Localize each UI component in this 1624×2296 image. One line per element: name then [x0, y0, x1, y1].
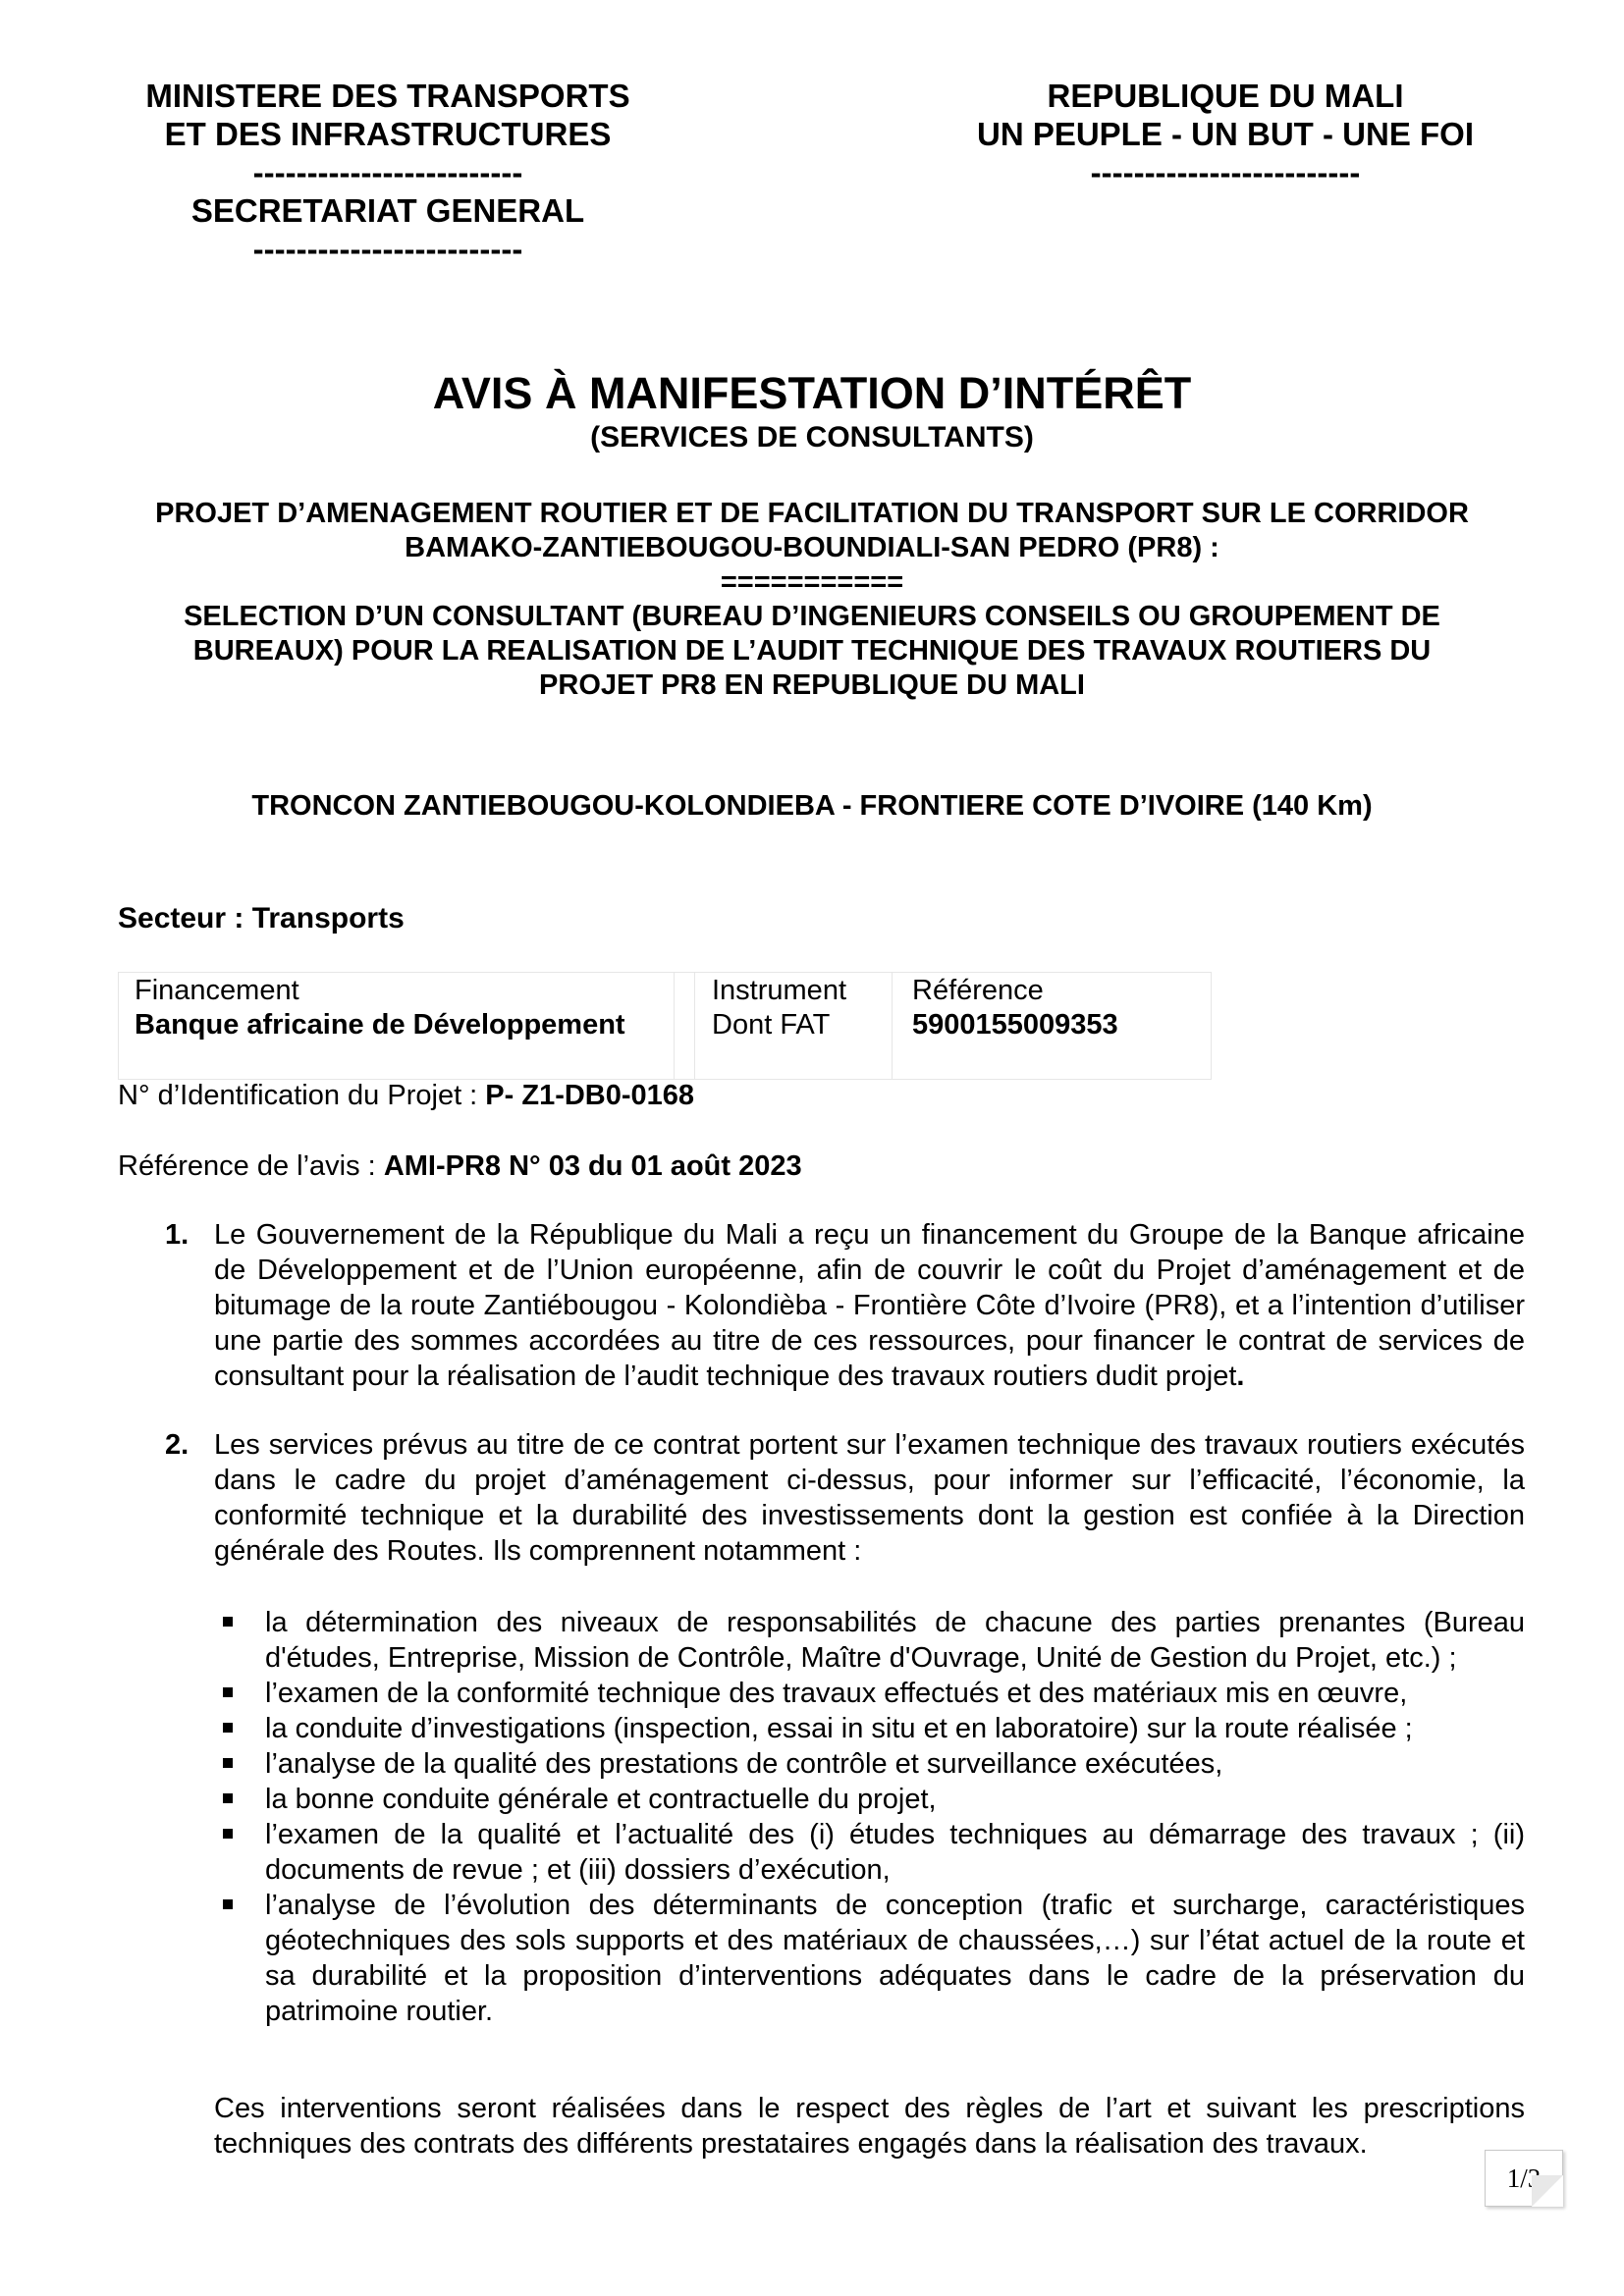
financing-cell: [135, 973, 684, 1080]
list-item: [265, 1605, 1525, 1676]
ministry-line: MINISTERE DES TRANSPORTS: [145, 78, 630, 114]
ministry-line: SECRETARIAT GENERAL: [190, 192, 585, 229]
ministry-header: [93, 77, 682, 268]
instrument-value: Dont FAT: [712, 1009, 831, 1041]
project-line: SELECTION D’UN CONSULTANT (BUREAU D’INGENIEURS CONSEILS OU GROUPEMENT DE: [184, 601, 1440, 632]
paragraph-2: Les services prévus au titre de ce contrat portent sur l’examen technique des travaux routiers exécutés dans le cadre du projet d’aménagement ci-dessus, pour informer sur l’efficacité, l’économie, la conformité technique et la durabilité des investissements dont la gestion est confiée à la Direction générale des Routes. Ils comprennent notamment :: [214, 1429, 1525, 1567]
ministry-line: ET DES INFRASTRUCTURES: [164, 116, 612, 152]
list-item-text: l’examen de la conformité technique des travaux effectués et des matériaux mis en œuvre,: [265, 1678, 1408, 1709]
project-line: PROJET D’AMENAGEMENT ROUTIER ET DE FACILITATION DU TRANSPORT SUR LE CORRIDOR: [155, 498, 1469, 529]
paragraph-number: 1.: [165, 1219, 189, 1251]
republic-separator: -------------------------: [1090, 154, 1361, 190]
paragraph-end: .: [1236, 1361, 1245, 1392]
identification-value: P- Z1-DB0-0168: [485, 1080, 695, 1111]
list-item: [265, 1782, 1525, 1817]
notice-reference: [118, 1148, 802, 1184]
project-line: BAMAKO-ZANTIEBOUGOU-BOUNDIALI-SAN PEDRO (PR8) :: [405, 532, 1219, 563]
project-line: PROJET PR8 EN REPUBLIQUE DU MALI: [539, 669, 1085, 701]
instrument-cell: [712, 973, 889, 1080]
ministry-separator: -------------------------: [252, 231, 523, 267]
project-separator: ===========: [720, 566, 904, 598]
list-item-text: la conduite d’investigations (inspection, essai in situ et en laboratoire) sur la route réalisée ;: [265, 1713, 1413, 1744]
bullet-square-icon: [223, 1899, 233, 1909]
page-number: [1485, 2150, 1563, 2207]
list-item: [265, 1888, 1525, 2029]
list-item-text: l’analyse de l’évolution des déterminants de conception (trafic et surcharge, caractéristiques géotechniques des sols supports et des matériaux de chaussées,…) sur l’état actuel de la route et sa durabilité et la proposition d’interventions adéquates dans le cadre de la préservation du patrimoine routier.: [265, 1890, 1525, 2027]
list-item-text: l’examen de la qualité et l’actualité des (i) études techniques au démarrage des travaux ; (ii) documents de revue ; et (iii) dossiers d’exécution,: [265, 1819, 1525, 1886]
republic-header: [931, 77, 1520, 191]
financing-value: Banque africaine de Développement: [135, 1009, 625, 1041]
instrument-label: Instrument: [712, 975, 846, 1006]
notice-reference-value: AMI-PR8 N° 03 du 01 août 2023: [383, 1150, 802, 1182]
bullet-square-icon: [223, 1829, 233, 1839]
list-item-text: l’analyse de la qualité des prestations de contrôle et surveillance exécutées,: [265, 1748, 1223, 1780]
list-item: [265, 1711, 1525, 1746]
paragraph-number: 2.: [165, 1429, 189, 1461]
list-item-text: la détermination des niveaux de responsabilités de chacune des parties prenantes (Bureau d'études, Entreprise, Mission de Contrôle, Maître d'Ouvrage, Unité de Gestion du Projet, etc.) ;: [265, 1607, 1525, 1674]
project-line: BUREAUX) POUR LA REALISATION DE L’AUDIT TECHNIQUE DES TRAVAUX ROUTIERS DU: [192, 635, 1432, 667]
bullet-square-icon: [223, 1793, 233, 1803]
reference-value: 5900155009353: [912, 1009, 1118, 1041]
bullet-square-icon: [223, 1723, 233, 1733]
financing-table: [118, 972, 1212, 1080]
road-section-title: TRONCON ZANTIEBOUGOU-KOLONDIEBA - FRONTIERE COTE D’IVOIRE (140 Km): [251, 790, 1373, 822]
table-divider: [892, 973, 893, 1079]
paragraph-text: Le Gouvernement de la République du Mali a reçu un financement du Groupe de la Banque africaine de Développement et de l’Union européenne, afin de couvrir le coût du Projet d’aménagement et de bitumage de la route Zantiébougou - Kolondièba - Frontière Côte d’Ivoire (PR8), et a l’intention d’utiliser une partie des sommes accordées au titre de ces ressources, pour financer le contrat de services de consultant pour la réalisation de l’audit technique des travaux routiers dudit projet: [214, 1219, 1525, 1392]
republic-motto: UN PEUPLE - UN BUT - UNE FOI: [976, 116, 1474, 152]
page-curl-icon: [1532, 2175, 1563, 2207]
services-list: [265, 1605, 1525, 2029]
project-identification: [118, 1078, 694, 1113]
bullet-square-icon: [223, 1617, 233, 1627]
list-item: [265, 1676, 1525, 1711]
document-title: AVIS À MANIFESTATION D’INTÉRÊT: [432, 368, 1192, 418]
reference-cell: [912, 973, 1187, 1080]
document-subtitle: (SERVICES DE CONSULTANTS): [590, 421, 1034, 454]
financing-label: Financement: [135, 975, 299, 1006]
paragraph-1: [214, 1217, 1525, 1394]
project-description: [98, 497, 1526, 703]
bullet-square-icon: [223, 1758, 233, 1768]
closing-paragraph: Ces interventions seront réalisées dans le respect des règles de l’art et suivant les prescriptions techniques des contrats des différents prestataires engagés dans la réalisation des travaux.: [214, 2093, 1525, 2160]
list-item-text: la bonne conduite générale et contractuelle du projet,: [265, 1784, 937, 1815]
list-item: [265, 1746, 1525, 1782]
bullet-square-icon: [223, 1687, 233, 1697]
sector-label: Secteur : Transports: [118, 902, 405, 934]
notice-reference-label: Référence de l’avis :: [118, 1150, 384, 1182]
list-item: [265, 1817, 1525, 1888]
reference-label: Référence: [912, 975, 1044, 1006]
identification-label: N° d’Identification du Projet :: [118, 1080, 486, 1111]
republic-line: REPUBLIQUE DU MALI: [1047, 78, 1404, 114]
table-divider: [694, 973, 695, 1079]
ministry-separator: -------------------------: [252, 154, 523, 190]
page-number-text: 1/3: [1506, 2163, 1542, 2193]
